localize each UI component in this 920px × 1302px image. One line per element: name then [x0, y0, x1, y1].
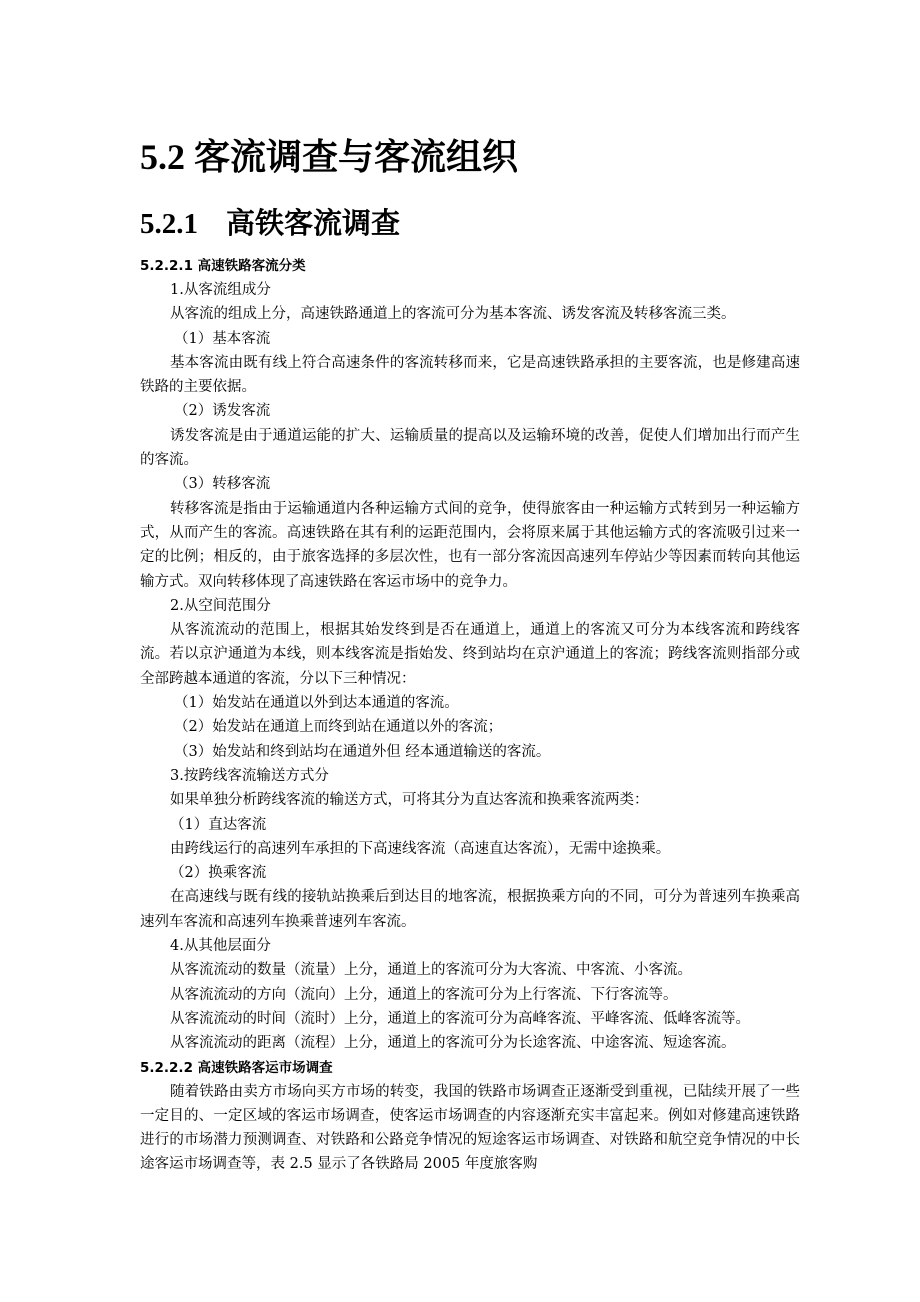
item-heading: （3）转移客流 [174, 476, 271, 493]
item-heading: （1）基本客流 [174, 330, 271, 347]
subsection-heading-market-survey: 5.2.2.2 高速铁路客运市场调查 [140, 1059, 333, 1076]
item-heading: （2）诱发客流 [174, 403, 271, 420]
item-heading: （1）直达客流 [170, 816, 267, 833]
paragraph: 转移客流是指由于运输通道内各种运输方式间的竞争，使得旅客由一种运输方式转到另一种运输方式，从而产生的客流。高速铁路在其有利的运距范围内，会将原来属于其他运输方式的客流吸引过来一定的比例；相反的，由于旅客选择的多层次性，也有一部分客流因高速列车停站少等因素而转向其他运输方式。双向转移体现了高速铁路在客运市场中的竞争力。 [140, 500, 800, 590]
paragraph: 诱发客流是由于通道运能的扩大、运输质量的提高以及运输环境的改善，促使人们增加出行而产生的客流。 [140, 427, 800, 469]
list-item: （1）始发站在通道以外到达本通道的客流。 [174, 695, 459, 712]
list-item: （3）始发站和终到站均在通道外但 经本通道输送的客流。 [174, 743, 551, 760]
subsection-heading-passenger-flow-classification: 5.2.2.1 高速铁路客流分类 [140, 258, 306, 274]
item-heading: 3.按跨线客流输送方式分 [170, 767, 329, 784]
paragraph: 从客流流动的数量（流量）上分，通道上的客流可分为大客流、中客流、小客流。 [170, 962, 692, 979]
paragraph: 从客流流动的时间（流时）上分，通道上的客流可分为高峰客流、平峰客流、低峰客流等。 [170, 1010, 750, 1027]
item-heading: （2）换乘客流 [170, 865, 267, 882]
item-heading: 2.从空间范围分 [170, 597, 271, 614]
paragraph: 随着铁路由卖方市场向买方市场的转变，我国的铁路市场调查正逐渐受到重视，已陆续开展了一些一定目的、一定区域的客运市场调查，使客运市场调查的内容逐渐充实丰富起来。例如对修建高速铁路进行的市场潜力预测调查、对铁路和公路竞争情况的短途客运市场调查、对铁路和航空竞争情况的中长途客运市场调查等，表 2.5 显示了各铁路局 2005 年度旅客购 [140, 1083, 800, 1173]
paragraph: 从客流的组成上分，高速铁路通道上的客流可分为基本客流、诱发客流及转移客流三类。 [170, 306, 736, 323]
paragraph: 从客流流动的范围上，根据其始发终到是否在通道上，通道上的客流又可分为本线客流和跨线客流。若以京沪通道为本线，则本线客流是指始发、终到站均在京沪通道上的客流；跨线客流则指部分或全部跨越本通道的客流，分以下三种情况： [140, 622, 800, 687]
paragraph: 在高速线与既有线的接轨站换乘后到达目的地客流，根据换乘方向的不同，可分为普速列车换乘高速列车客流和高速列车换乘普速列车客流。 [140, 889, 800, 930]
paragraph: 如果单独分析跨线客流的输送方式，可将其分为直达客流和换乘客流两类： [170, 792, 649, 809]
chapter-title: 5.2 客流调查与客流组织 [140, 137, 519, 177]
item-heading: 1.从客流组成分 [170, 282, 271, 298]
paragraph: 从客流流动的距离（流程）上分，通道上的客流可分为长途客流、中途客流、短途客流。 [170, 1035, 736, 1052]
item-heading: 4.从其他层面分 [170, 938, 271, 955]
paragraph: 从客流流动的方向（流向）上分，通道上的客流可分为上行客流、下行客流等。 [170, 986, 678, 1003]
paragraph: 由跨线运行的高速列车承担的下高速线客流（高速直达客流），无需中途换乘。 [170, 840, 671, 857]
list-item: （2）始发站在通道上而终到站在通道以外的客流； [174, 719, 503, 736]
section-heading [140, 204, 800, 244]
section-number: 5.2.1 [140, 208, 198, 240]
paragraph: 基本客流由既有线上符合高速条件的客流转移而来，它是高速铁路承担的主要客流，也是修建高速铁路的主要依据。 [140, 354, 800, 396]
section-title: 高铁客流调查 [226, 208, 401, 240]
